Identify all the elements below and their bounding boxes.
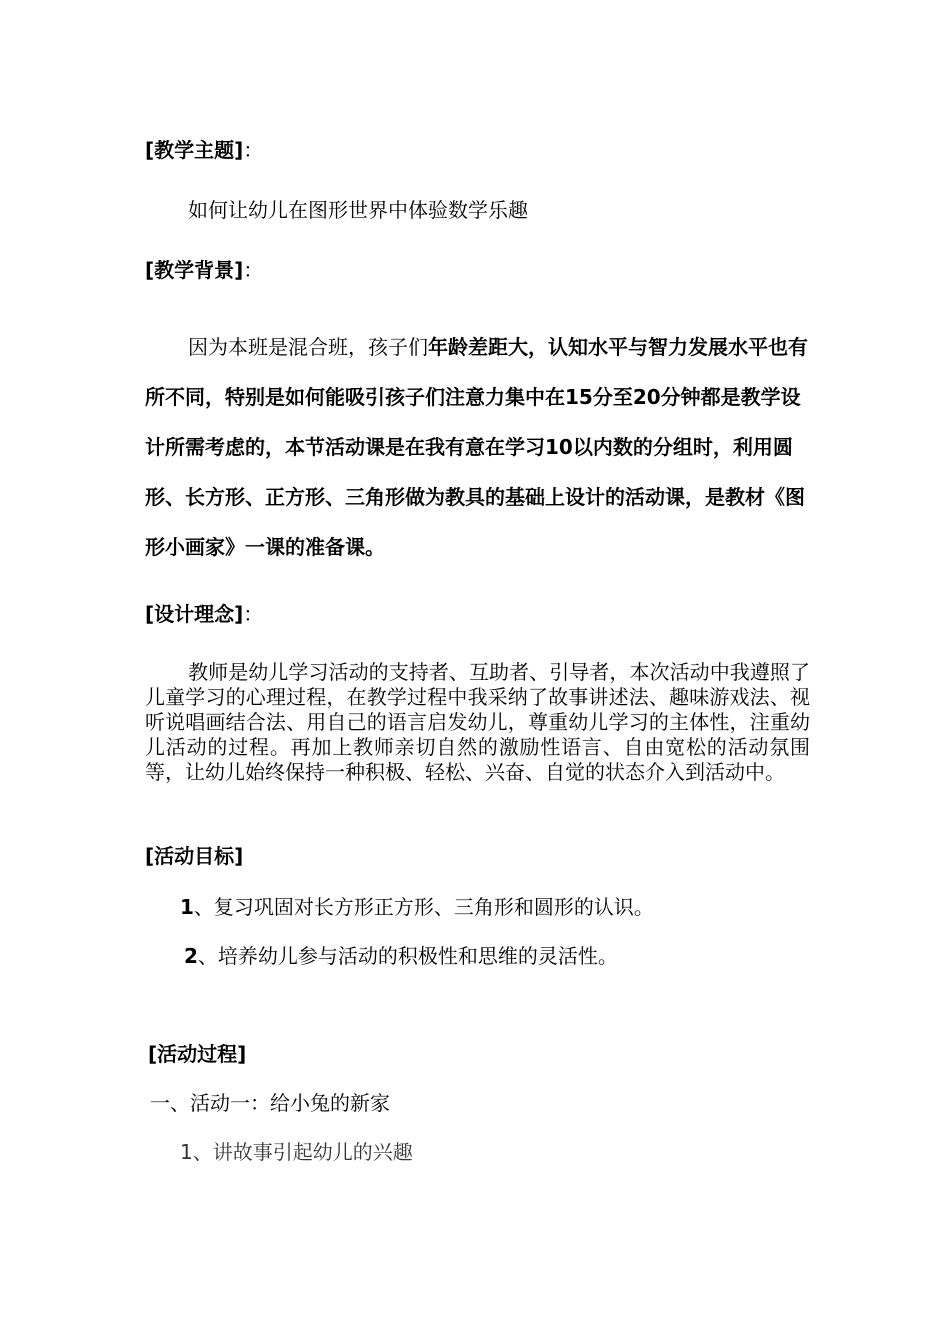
- design-concept-heading-colon: ：: [243, 602, 264, 626]
- theme-heading: [145, 138, 263, 162]
- activity-one-title: 一、活动一：给小兔的新家: [150, 1091, 390, 1115]
- background-heading-label: [教学背景]: [145, 258, 244, 282]
- goal-item: [184, 944, 618, 968]
- theme-heading-colon: ：: [243, 138, 264, 162]
- goal-item-text: 、培养幼儿参与活动的积极性和思维的灵活性。: [197, 944, 618, 968]
- theme-heading-label: [教学主题]: [145, 138, 244, 162]
- activity-one-step: 1、讲故事引起幼儿的兴趣: [180, 1140, 413, 1164]
- goals-heading: [活动目标]: [145, 844, 244, 868]
- design-concept-paragraph: [145, 660, 810, 785]
- background-heading: [145, 258, 263, 282]
- design-concept-heading: [145, 602, 263, 626]
- background-lead: 因为本班是混合班，孩子们: [188, 335, 428, 359]
- background-paragraph: [145, 322, 815, 572]
- goal-item: [180, 895, 654, 919]
- theme-content: 如何让幼儿在图形世界中体验数学乐趣: [188, 198, 528, 222]
- design-concept-content: 教师是幼儿学习活动的支持者、互助者、引导者，本次活动中我遵照了儿童学习的心理过程，在教学过程中我采纳了故事讲述法、趣味游戏法、视听说唱画结合法、用自己的语言启发幼儿，尊重幼儿学习的主体性，注重幼儿活动的过程。再加上教师亲切自然的激励性语言、自由宽松的活动氛围等，让幼儿始终保持一种积极、轻松、兴奋、自觉的状态介入到活动中。: [145, 660, 810, 784]
- design-concept-heading-label: [设计理念]: [145, 602, 244, 626]
- process-heading: [活动过程]: [148, 1042, 247, 1066]
- goal-item-number: 2: [184, 944, 198, 968]
- background-heading-colon: ：: [243, 258, 264, 282]
- background-body: 年龄差距大，认知水平与智力发展水平也有所不同，特别是如何能吸引孩子们注意力集中在15分至20分钟都是教学设计所需考虑的，本节活动课是在我有意在学习10以内数的分组时，利用圆形、长方形、正方形、三角形做为教具的基础上设计的活动课，是教材《图形小画家》一课的准备课。: [145, 335, 808, 559]
- goal-item-number: 1: [180, 895, 194, 919]
- goal-item-text: 、复习巩固对长方形正方形、三角形和圆形的认识。: [193, 895, 654, 919]
